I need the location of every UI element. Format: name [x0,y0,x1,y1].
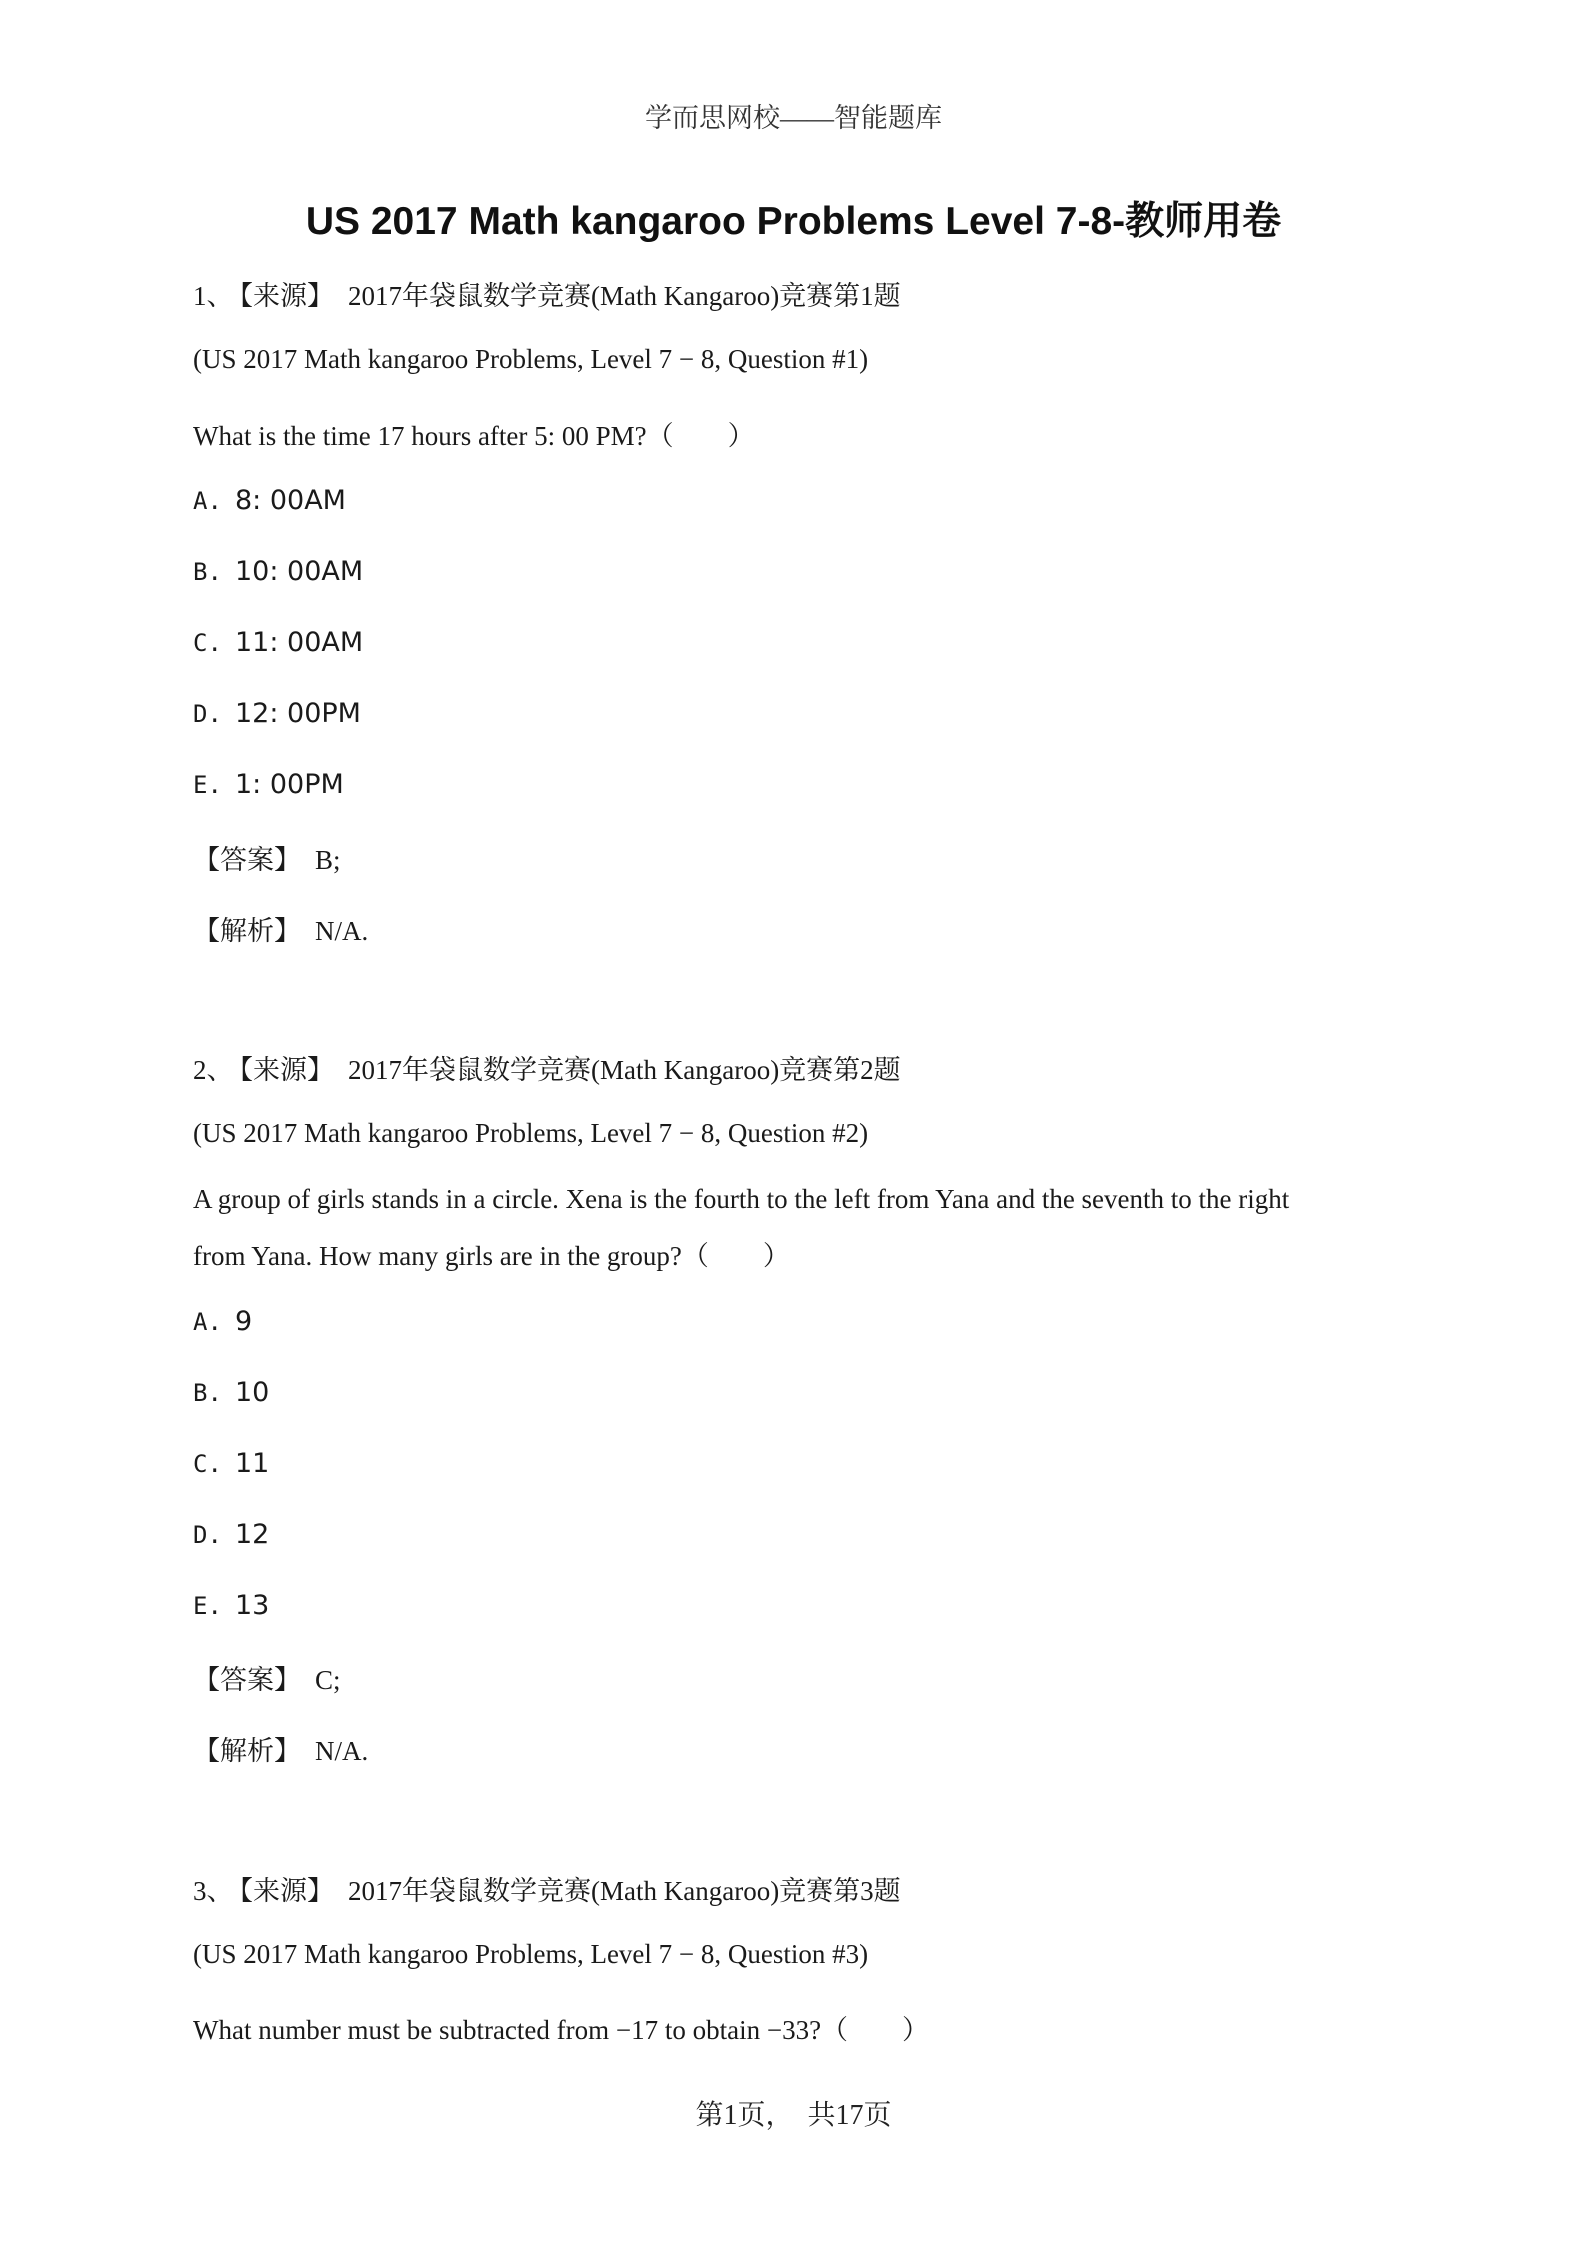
option-letter: C. [193,629,222,657]
source-label: 【来源】 [239,1876,334,1906]
question-2-option-a [193,1306,252,1337]
option-value: 10 [235,1377,270,1408]
option-letter: A. [193,1308,222,1336]
question-1-source [193,274,901,313]
question-1-answer [193,838,341,877]
question-2-option-d [193,1519,269,1550]
question-3-text: What number must be subtracted from −17 to obtain −33?（ ） [193,2015,930,2045]
option-value: 10: 00AM [235,556,364,587]
option-value: 11 [235,1448,270,1479]
question-2-option-e [193,1590,269,1621]
source-text: 2017年袋鼠数学竞赛(Math Kangaroo)竞赛第3题 [348,1876,901,1906]
question-number: 3、 [193,1876,234,1906]
option-letter: C. [193,1450,222,1478]
question-3-source [193,1869,901,1908]
question-1-text: What is the time 17 hours after 5: 00 PM?（ ） [193,421,755,451]
question-1-option-e [193,769,344,800]
question-1-option-b [193,556,363,587]
option-value: 12: 00PM [235,698,361,729]
option-letter: B. [193,1379,222,1407]
question-2-analysis [193,1729,368,1768]
analysis-label: 【解析】 [193,1736,301,1766]
option-letter: A. [193,487,222,515]
analysis-value: N/A. [315,916,369,946]
option-value: 12 [235,1519,270,1550]
question-number: 1、 [193,281,234,311]
answer-value: C; [315,1665,341,1695]
answer-label: 【答案】 [193,1665,301,1695]
question-2-option-c [193,1448,269,1479]
option-letter: B. [193,558,222,586]
option-value: 1: 00PM [235,769,344,800]
question-2-text-line-2: from Yana. How many girls are in the group?（ ） [193,1241,790,1271]
question-2-reference: (US 2017 Math kangaroo Problems, Level 7 − 8, Question #2) [193,1118,869,1148]
answer-label: 【答案】 [193,845,301,875]
answer-value: B; [315,845,341,875]
question-1-analysis [193,909,368,948]
option-letter: E. [193,771,222,799]
option-value: 13 [235,1590,270,1621]
question-1-option-d [193,698,361,729]
page-header: 学而思网校——智能题库 [645,103,942,133]
question-2-text-line-1: A group of girls stands in a circle. Xena is the fourth to the left from Yana and the seventh to the right [193,1184,1290,1214]
question-number: 2、 [193,1055,234,1085]
question-2-source [193,1048,901,1087]
question-2-option-b [193,1377,269,1408]
question-1-reference: (US 2017 Math kangaroo Problems, Level 7 − 8, Question #1) [193,344,869,374]
question-1-option-a [193,485,346,516]
option-letter: E. [193,1592,222,1620]
source-label: 【来源】 [239,1055,334,1085]
option-value: 9 [235,1306,253,1337]
source-label: 【来源】 [239,281,334,311]
option-letter: D. [193,700,222,728]
question-2-answer [193,1658,341,1697]
question-1-option-c [193,627,363,658]
option-value: 11: 00AM [235,627,364,658]
source-text: 2017年袋鼠数学竞赛(Math Kangaroo)竞赛第1题 [348,281,901,311]
analysis-value: N/A. [315,1736,369,1766]
source-text: 2017年袋鼠数学竞赛(Math Kangaroo)竞赛第2题 [348,1055,901,1085]
question-3-reference: (US 2017 Math kangaroo Problems, Level 7 − 8, Question #3) [193,1939,869,1969]
option-letter: D. [193,1521,222,1549]
analysis-label: 【解析】 [193,916,301,946]
option-value: 8: 00AM [235,485,346,516]
document-title: US 2017 Math kangaroo Problems Level 7-8-教师用卷 [305,200,1282,243]
page-footer: 第1页， 共17页 [695,2100,892,2131]
